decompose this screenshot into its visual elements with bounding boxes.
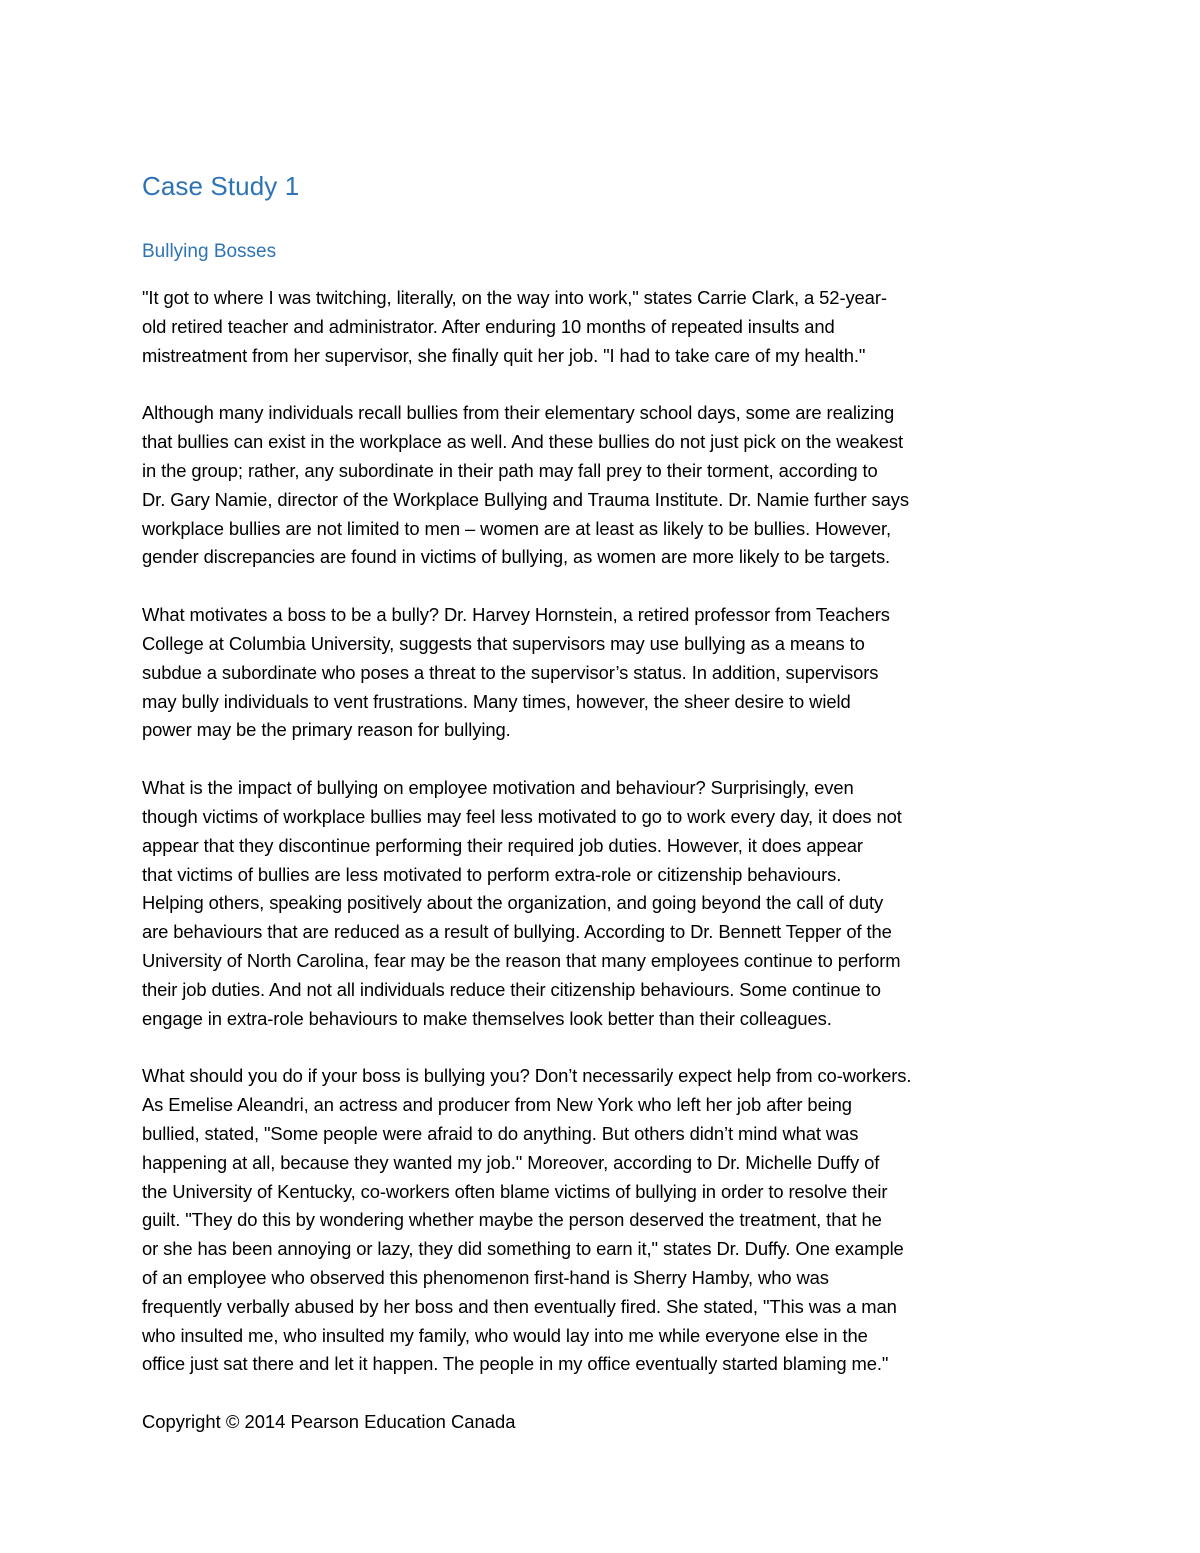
document-page [142, 166, 1062, 1437]
paragraph-3 [142, 601, 1062, 745]
text-line: "It got to where I was twitching, literally, on the way into work," states Carrie Clark, a 52-year- [142, 287, 887, 308]
text-line: may bully individuals to vent frustrations. Many times, however, the sheer desire to wield [142, 690, 851, 712]
document-body [142, 284, 1062, 1379]
text-line: the University of Kentucky, co-workers often blame victims of bullying in order to resolve their [142, 1180, 888, 1202]
text-line: gender discrepancies are found in victims of bullying, as women are more likely to be targets. [142, 546, 891, 568]
text-line: old retired teacher and administrator. After enduring 10 months of repeated insults and [142, 315, 835, 337]
paragraph-5 [142, 1062, 1062, 1379]
text-line: who insulted me, who insulted my family, who would lay into me while everyone else in the [142, 1324, 868, 1346]
text-line: What should you do if your boss is bullying you? Don’t necessarily expect help from co-workers. [142, 1065, 912, 1087]
text-line: or she has been annoying or lazy, they did something to earn it," states Dr. Duffy. One example [142, 1238, 904, 1260]
text-line: that victims of bullies are less motivated to perform extra-role or citizenship behaviours. [142, 863, 842, 885]
paragraph-1 [142, 284, 1062, 370]
document-subtitle: Bullying Bosses [142, 241, 277, 262]
text-line: frequently verbally abused by her boss and then eventually fired. She stated, "This was a man [142, 1295, 897, 1317]
paragraph-2 [142, 399, 1062, 572]
text-line: workplace bullies are not limited to men – women are at least as likely to be bullies. However, [142, 517, 891, 539]
text-line: are behaviours that are reduced as a result of bullying. According to Dr. Bennett Tepper of the [142, 921, 892, 943]
text-line: As Emelise Aleandri, an actress and producer from New York who left her job after being [142, 1094, 852, 1116]
text-line: mistreatment from her supervisor, she finally quit her job. "I had to take care of my health." [142, 344, 866, 366]
text-line: What is the impact of bullying on employee motivation and behaviour? Surprisingly, even [142, 777, 854, 799]
text-line: subdue a subordinate who poses a threat to the supervisor’s status. In addition, supervisors [142, 661, 879, 683]
document-title: Case Study 1 [142, 171, 300, 201]
copyright-notice: Copyright © 2014 Pearson Education Canada [142, 1411, 516, 1433]
text-line: though victims of workplace bullies may feel less motivated to go to work every day, it does not [142, 805, 902, 827]
text-line: Dr. Gary Namie, director of the Workplace Bullying and Trauma Institute. Dr. Namie further says [142, 488, 909, 510]
text-line: office just sat there and let it happen. The people in my office eventually started blaming me." [142, 1353, 889, 1375]
text-line: of an employee who observed this phenomenon first-hand is Sherry Hamby, who was [142, 1266, 829, 1288]
text-line: their job duties. And not all individuals reduce their citizenship behaviours. Some continue to [142, 978, 881, 1000]
text-line: College at Columbia University, suggests that supervisors may use bullying as a means to [142, 632, 865, 654]
text-line: appear that they discontinue performing their required job duties. However, it does appear [142, 834, 863, 856]
text-line: in the group; rather, any subordinate in their path may fall prey to their torment, according to [142, 459, 878, 481]
text-line: Although many individuals recall bullies from their elementary school days, some are realizing [142, 402, 895, 424]
text-line: power may be the primary reason for bullying. [142, 719, 511, 741]
text-line: Helping others, speaking positively about the organization, and going beyond the call of duty [142, 892, 884, 914]
text-line: University of North Carolina, fear may be the reason that many employees continue to perform [142, 949, 901, 971]
text-line: What motivates a boss to be a bully? Dr. Harvey Hornstein, a retired professor from Teachers [142, 604, 890, 626]
text-line: happening at all, because they wanted my job." Moreover, according to Dr. Michelle Duffy of [142, 1151, 880, 1173]
text-line: that bullies can exist in the workplace as well. And these bullies do not just pick on the weakest [142, 431, 903, 453]
text-line: engage in extra-role behaviours to make themselves look better than their colleagues. [142, 1007, 832, 1029]
paragraph-4 [142, 774, 1062, 1033]
text-line: bullied, stated, "Some people were afraid to do anything. But others didn’t mind what was [142, 1122, 859, 1144]
text-line: guilt. "They do this by wondering whether maybe the person deserved the treatment, that he [142, 1209, 882, 1231]
